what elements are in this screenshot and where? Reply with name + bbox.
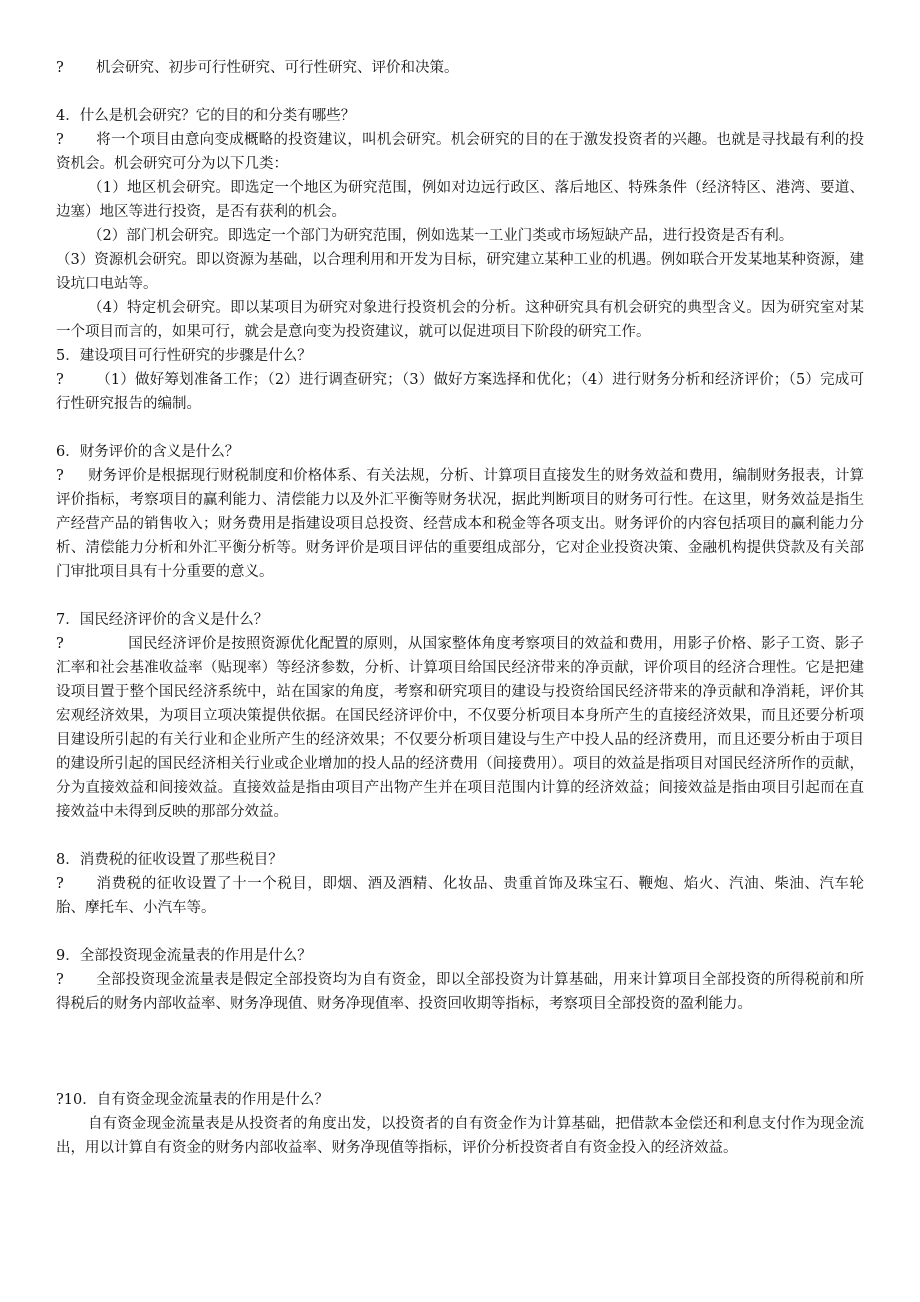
question-mark: ?: [56, 372, 64, 388]
q9-title: 9．全部投资现金流量表的作用是什么？: [56, 948, 312, 964]
document-page: [56, 56, 864, 1160]
intro-text: 机会研究、初步可行性研究、可行性研究、评价和决策。: [96, 60, 459, 76]
question-mark: ?: [56, 132, 64, 148]
q7-answer-text: 国民经济评价是按照资源优化配置的原则，从国家整体角度考察项目的效益和费用，用影子价格、影子工资、影子汇率和社会基准收益率（贴现率）等经济参数，分析、计算项目给国民经济带来的净贡献，评价项目的经济合理性。它是把建设项目置于整个国民经济系统中，站在国家的角度，考察和研究项目的建设与投资给国民经济带来的净贡献和净消耗，评价其宏观经济效果，为项目立项决策提供依据。在国民经济评价中，不仅要分析项目本身所产生的直接经济效果，而且还要分析项目建设所引起的有关行业和企业所产生的经济效果；不仅要分析项目建设与生产中投人品的经济费用，而且还要分析由于项目的建设所引起的国民经济相关行业或企业增加的投人品的经济费用（间接费用）。项目的效益是指项目对国民经济所作的贡献，分为直接效益和间接效益。直接效益是指由项目产出物产生并在项目范围内计算的经济效益；间接效益是指由项目引起而在直接效益中未得到反映的那部分效益。: [56, 636, 864, 820]
q4-answer-text: 将一个项目由意向变成概略的投资建议，叫机会研究。机会研究的目的在于激发投资者的兴趣。也就是寻找最有利的投资机会。机会研究可分为以下几类：: [56, 132, 864, 172]
q6-answer-text: 财务评价是根据现行财税制度和价格体系、有关法规，分析、计算项目直接发生的财务效益和费用，编制财务报表，计算评价指标，考察项目的赢利能力、清偿能力以及外汇平衡等财务状况，据此判断项目的财务可行性。在这里，财务效益是指生产经营产品的销售收入；财务费用是指建设项目总投资、经营成本和税金等各项支出。财务评价的内容包括项目的赢利能力分析、清偿能力分析和外汇平衡分析等。财务评价是项目评估的重要组成部分，它对企业投资决策、金融机构提供贷款及有关部门审批项目具有十分重要的意义。: [56, 468, 864, 580]
q8-answer-text: 消费税的征收设置了十一个税目，即烟、酒及酒精、化妆品、贵重首饰及珠宝石、鞭炮、焰火、汽油、柴油、汽车轮胎、摩托车、小汽车等。: [56, 876, 864, 916]
q6-answer: [56, 464, 864, 584]
q4-answer: [56, 128, 864, 176]
q4-item-3: （3）资源机会研究。即以资源为基础，以合理利用和开发为目标，研究建立某种工业的机遇。例如联合开发某地某种资源，建设坑口电站等。: [56, 252, 864, 292]
q9-answer: [56, 968, 864, 1016]
question-mark: ?: [56, 636, 64, 652]
q10-title: ?10．自有资金现金流量表的作用是什么？: [56, 1092, 329, 1108]
q8-title: 8．消费税的征收设置了那些税目？: [56, 852, 283, 868]
q5-answer: [56, 368, 864, 416]
q4-item-1: （1）地区机会研究。即选定一个地区为研究范围，例如对边远行政区、落后地区、特殊条件（经济特区、港湾、要道、边塞）地区等进行投资，是否有获利的机会。: [56, 180, 864, 220]
q5-title: 5．建设项目可行性研究的步骤是什么？: [56, 348, 312, 364]
q4-item-4: （4）特定机会研究。即以某项目为研究对象进行投资机会的分析。这种研究具有机会研究的典型含义。因为研究室对某一个项目而言的，如果可行，就会是意向变为投资建议，就可以促进项目下阶段的研究工作。: [56, 300, 864, 340]
intro-line: [56, 56, 864, 80]
question-mark: ?: [56, 972, 64, 988]
question-mark: ?: [56, 60, 64, 76]
q8-answer: [56, 872, 864, 920]
q5-answer-text: （1）做好筹划准备工作；（2）进行调查研究；（3）做好方案选择和优化；（4）进行财务分析和经济评价；（5）完成可行性研究报告的编制。: [56, 372, 864, 412]
question-mark: ?: [56, 468, 64, 484]
q10-answer: 自有资金现金流量表是从投资者的角度出发，以投资者的自有资金作为计算基础，把借款本金偿还和利息支付作为现金流出，用以计算自有资金的财务内部收益率、财务净现值等指标，评价分析投资者自有资金投入的经济效益。: [56, 1116, 864, 1156]
q6-title: 6．财务评价的含义是什么？: [56, 444, 240, 460]
q7-title: 7．国民经济评价的含义是什么？: [56, 612, 269, 628]
q4-title: 4．什么是机会研究？它的目的和分类有哪些？: [56, 108, 356, 124]
question-mark: ?: [56, 876, 64, 892]
q9-answer-text: 全部投资现金流量表是假定全部投资均为自有资金，即以全部投资为计算基础，用来计算项目全部投资的所得税前和所得税后的财务内部收益率、财务净现值、财务净现值率、投资回收期等指标，考察项目全部投资的盈利能力。: [56, 972, 864, 1012]
q4-item-2: （2）部门机会研究。即选定一个部门为研究范围，例如选某一工业门类或市场短缺产品，进行投资是否有利。: [88, 228, 794, 244]
q7-answer: [56, 632, 864, 824]
